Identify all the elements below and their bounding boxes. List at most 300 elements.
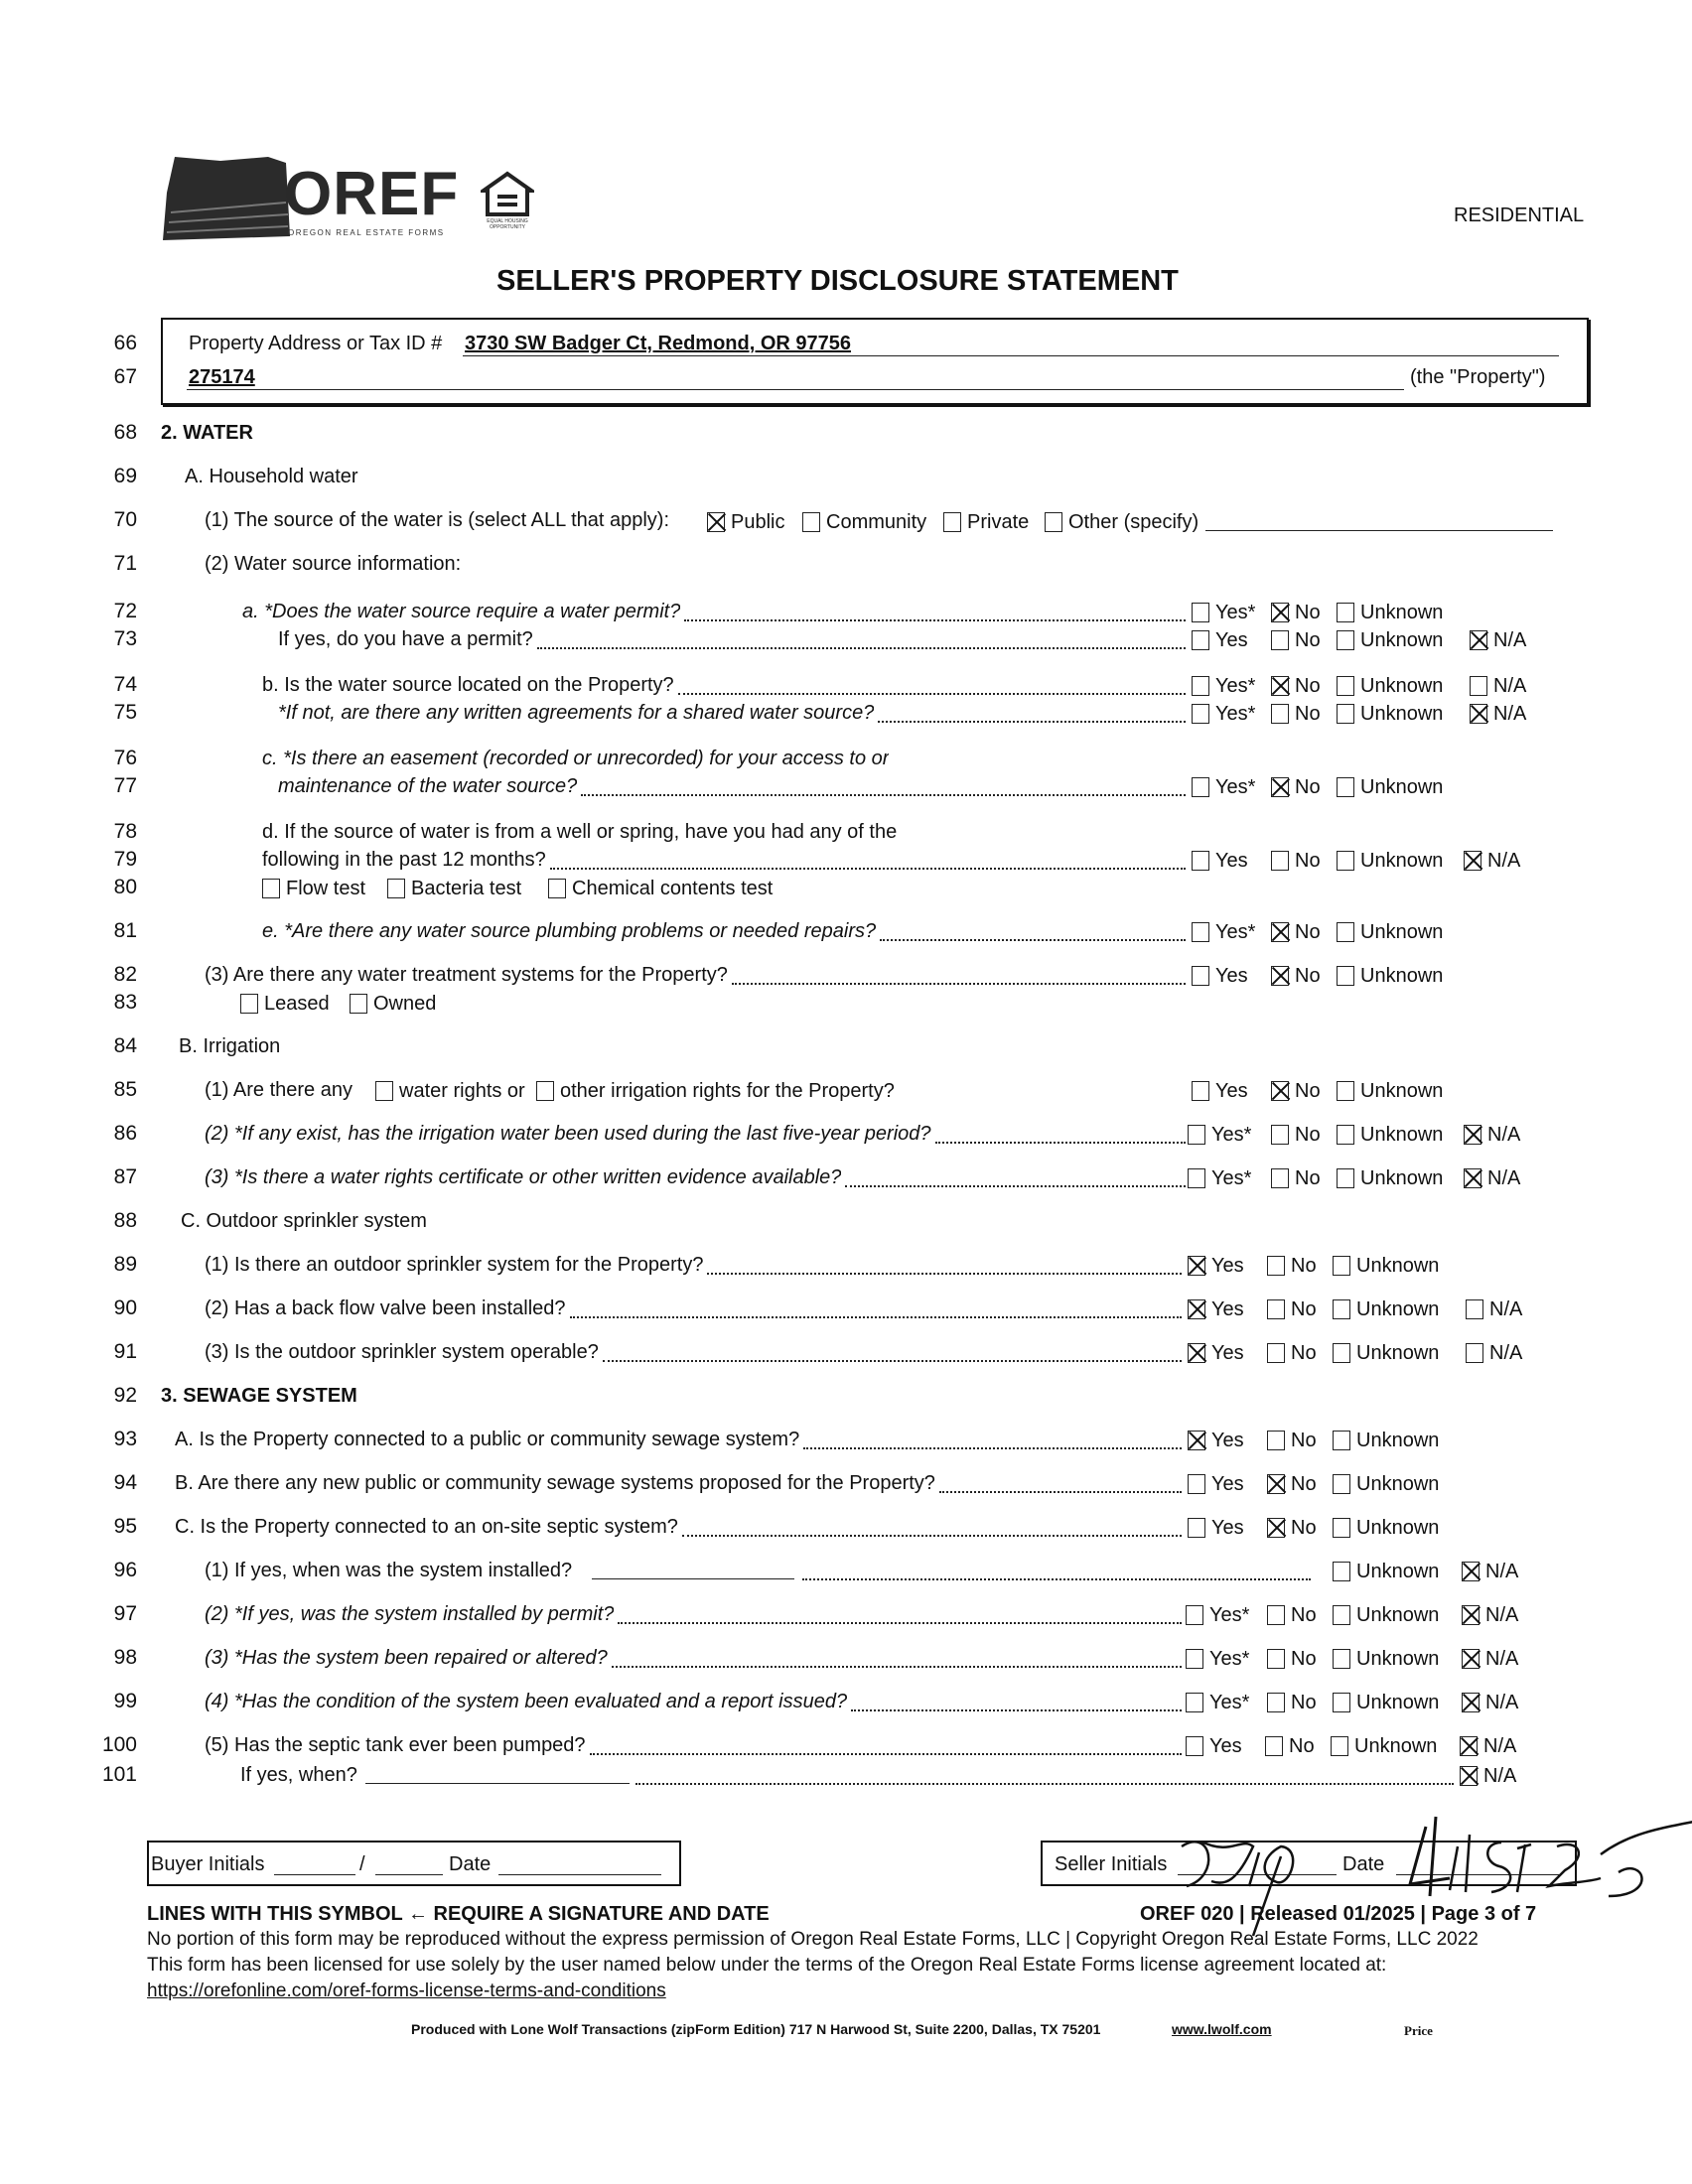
- question-text: C. Outdoor sprinkler system: [181, 1210, 427, 1232]
- form-category: RESIDENTIAL: [1454, 205, 1585, 226]
- question-text: (1) The source of the water is (select ALL that apply):: [205, 509, 670, 531]
- l81-yes-option[interactable]: [1192, 920, 1255, 944]
- bacteria-test-option[interactable]: [387, 877, 521, 900]
- line-number: 97: [113, 1602, 137, 1625]
- option-label: No: [1295, 776, 1321, 798]
- option-label: other irrigation rights for the Property?: [560, 1080, 895, 1102]
- checkbox[interactable]: [1462, 1562, 1480, 1581]
- option-label: No: [1295, 1167, 1321, 1189]
- question-text: (1) If yes, when was the system installed?: [205, 1560, 573, 1581]
- line-number: 98: [113, 1646, 137, 1669]
- checkbox[interactable]: [1337, 676, 1354, 696]
- checkbox[interactable]: [1186, 1649, 1203, 1669]
- l75-na-option[interactable]: [1470, 702, 1526, 726]
- question-text: a. *Does the water source require a water permit?: [242, 601, 681, 622]
- checkbox[interactable]: [1192, 922, 1209, 942]
- checkbox[interactable]: [1470, 630, 1487, 650]
- checkbox[interactable]: [1271, 1125, 1289, 1145]
- option-label: Yes*: [1209, 1648, 1250, 1670]
- produced-with: Produced with Lone Wolf Transactions (zipForm Edition) 717 N Harwood St, Suite 2200, Dallas, TX 75201: [411, 2021, 1101, 2037]
- checkbox[interactable]: [1464, 1168, 1481, 1188]
- checkbox[interactable]: [1267, 1343, 1285, 1363]
- checkbox[interactable]: [1192, 704, 1209, 724]
- checkbox[interactable]: [1192, 603, 1209, 622]
- checkbox[interactable]: [1267, 1693, 1285, 1712]
- line-number: 71: [113, 552, 137, 575]
- line-number: 95: [113, 1515, 137, 1538]
- checkbox[interactable]: [1337, 851, 1354, 871]
- l85-no-option[interactable]: [1271, 1079, 1321, 1103]
- checkbox[interactable]: [1192, 1081, 1209, 1101]
- option-label: No: [1291, 1255, 1317, 1277]
- checkbox[interactable]: [1271, 676, 1289, 696]
- option-label: No: [1291, 1430, 1317, 1451]
- checkbox[interactable]: [1333, 1343, 1350, 1363]
- checkbox[interactable]: [1265, 1736, 1283, 1756]
- l85-unknown-option[interactable]: [1337, 1079, 1443, 1103]
- option-label: N/A: [1493, 703, 1527, 725]
- leader-dots: [590, 1751, 1182, 1755]
- l74-yes-option[interactable]: [1192, 674, 1255, 698]
- l96-na-option[interactable]: [1462, 1560, 1518, 1583]
- option-label: N/A: [1487, 850, 1521, 872]
- line-number: 101: [101, 1763, 137, 1786]
- l86-na-option[interactable]: [1464, 1123, 1520, 1147]
- water-rights-option[interactable]: [375, 1079, 525, 1103]
- checkbox[interactable]: [1267, 1649, 1285, 1669]
- l86-unknown-option[interactable]: [1337, 1123, 1443, 1147]
- form-id: OREF 020 | Released 01/2025 | Page 3 of 7: [1140, 1903, 1537, 1925]
- checkbox[interactable]: [1337, 777, 1354, 797]
- line-number: 74: [113, 673, 137, 696]
- question-text: maintenance of the water source?: [278, 775, 578, 797]
- l79-no-option[interactable]: [1271, 849, 1321, 873]
- l91-unknown-option[interactable]: [1333, 1341, 1439, 1365]
- checkbox[interactable]: [1271, 966, 1289, 986]
- l97-na-option[interactable]: [1462, 1603, 1518, 1627]
- checkbox[interactable]: [1333, 1299, 1350, 1319]
- l96-unknown-option[interactable]: [1333, 1560, 1439, 1583]
- l81-no-option[interactable]: [1271, 920, 1321, 944]
- l87-yes-option[interactable]: [1188, 1166, 1251, 1190]
- option-label: N/A: [1485, 1692, 1519, 1713]
- option-label: Yes: [1215, 850, 1248, 872]
- buyer-initials-slash: /: [359, 1853, 365, 1875]
- license-link[interactable]: https://orefonline.com/oref-forms-license-terms-and-conditions: [147, 1980, 666, 2001]
- l93-no-option[interactable]: [1267, 1429, 1317, 1452]
- checkbox[interactable]: [1337, 704, 1354, 724]
- option-label: Unknown: [1360, 1080, 1444, 1102]
- line-number: 73: [113, 627, 137, 650]
- leader-dots: [618, 1620, 1182, 1624]
- l90-no-option[interactable]: [1267, 1297, 1317, 1321]
- l72-no-option[interactable]: [1271, 601, 1321, 624]
- checkbox[interactable]: [1188, 1168, 1205, 1188]
- l87-na-option[interactable]: [1464, 1166, 1520, 1190]
- question-text: (1) Are there any: [205, 1079, 352, 1101]
- checkbox[interactable]: [387, 879, 405, 898]
- l87-unknown-option[interactable]: [1337, 1166, 1443, 1190]
- l90-na-option[interactable]: [1466, 1297, 1522, 1321]
- question-text: (1) Is there an outdoor sprinkler system for the Property?: [205, 1254, 704, 1276]
- option-label: Unknown: [1356, 1517, 1440, 1539]
- option-label: No: [1291, 1473, 1317, 1495]
- l73-no-option[interactable]: [1271, 628, 1321, 652]
- checkbox[interactable]: [262, 879, 280, 898]
- checkbox[interactable]: [1337, 1081, 1354, 1101]
- l94-unknown-option[interactable]: [1333, 1472, 1439, 1496]
- l95-no-option[interactable]: [1267, 1516, 1317, 1540]
- option-label: Bacteria test: [411, 878, 522, 899]
- line-number: 72: [113, 600, 137, 622]
- l94-yes-option[interactable]: [1188, 1472, 1244, 1496]
- checkbox[interactable]: [1333, 1256, 1350, 1276]
- option-label: water rights or: [399, 1080, 525, 1102]
- line-number: 88: [113, 1209, 137, 1232]
- checkbox[interactable]: [1462, 1605, 1480, 1625]
- l99-yes-option[interactable]: [1186, 1691, 1249, 1714]
- option-label: No: [1291, 1342, 1317, 1364]
- leader-dots: [682, 1533, 1182, 1537]
- buyer-date-label: Date: [449, 1853, 492, 1875]
- l77-no-option[interactable]: [1271, 775, 1321, 799]
- option-label: Yes*: [1215, 776, 1256, 798]
- leader-dots: [581, 792, 1186, 796]
- leader-dots: [802, 1576, 1311, 1580]
- fill-in-field[interactable]: [365, 1783, 630, 1784]
- l91-yes-option[interactable]: [1188, 1341, 1244, 1365]
- checkbox[interactable]: [1337, 630, 1354, 650]
- l100-no-option[interactable]: [1265, 1734, 1315, 1758]
- line-number: 80: [113, 876, 137, 898]
- eho-text: EQUAL HOUSING OPPORTUNITY: [487, 218, 528, 230]
- l73-na-option[interactable]: [1470, 628, 1526, 652]
- checkbox[interactable]: [1333, 1562, 1350, 1581]
- l98-no-option[interactable]: [1267, 1647, 1317, 1671]
- l85-yes-option[interactable]: [1192, 1079, 1248, 1103]
- l79-unknown-option[interactable]: [1337, 849, 1443, 873]
- fill-in-field[interactable]: [1205, 530, 1553, 531]
- option-label: No: [1291, 1298, 1317, 1320]
- option-label: Unknown: [1360, 850, 1444, 872]
- l81-unknown-option[interactable]: [1337, 920, 1443, 944]
- option-label: Unknown: [1356, 1298, 1440, 1320]
- checkbox[interactable]: [1333, 1693, 1350, 1712]
- checkbox[interactable]: [1192, 851, 1209, 871]
- option-label: No: [1295, 921, 1321, 943]
- checkbox[interactable]: [1470, 676, 1487, 696]
- l89-no-option[interactable]: [1267, 1254, 1317, 1278]
- checkbox[interactable]: [1045, 512, 1062, 532]
- option-label: Owned: [373, 993, 437, 1015]
- l99-no-option[interactable]: [1267, 1691, 1317, 1714]
- checkbox[interactable]: [1271, 603, 1289, 622]
- checkbox[interactable]: [943, 512, 961, 532]
- buyer-initials-field-2[interactable]: [375, 1874, 443, 1875]
- l79-yes-option[interactable]: [1192, 849, 1248, 873]
- checkbox[interactable]: [1192, 966, 1209, 986]
- checkbox[interactable]: [1337, 1168, 1354, 1188]
- l75-yes-option[interactable]: [1192, 702, 1255, 726]
- option-label: No: [1295, 1080, 1321, 1102]
- checkbox[interactable]: [350, 994, 367, 1014]
- buyer-initials-field[interactable]: [274, 1874, 355, 1875]
- option-label: Unknown: [1354, 1735, 1438, 1757]
- l74-no-option[interactable]: [1271, 674, 1321, 698]
- option-label: No: [1295, 850, 1321, 872]
- l101-na-option[interactable]: [1460, 1764, 1516, 1788]
- checkbox[interactable]: [1271, 851, 1289, 871]
- water-community-option[interactable]: [802, 510, 926, 534]
- l97-yes-option[interactable]: [1186, 1603, 1249, 1627]
- checkbox[interactable]: [802, 512, 820, 532]
- l82-no-option[interactable]: [1271, 964, 1321, 988]
- copyright-text: No portion of this form may be reproduced without the express permission of Oregon Real Estate Forms, LLC | Copyright Oregon Real Estate Forms, LLC 2022: [147, 1929, 1479, 1950]
- l99-unknown-option[interactable]: [1333, 1691, 1439, 1714]
- leader-dots: [550, 866, 1186, 870]
- oref-logo: [161, 149, 558, 248]
- owned-option[interactable]: [350, 992, 436, 1016]
- option-label: No: [1291, 1648, 1317, 1670]
- option-label: Unknown: [1360, 776, 1444, 798]
- l73-unknown-option[interactable]: [1337, 628, 1443, 652]
- line-number: 100: [101, 1733, 137, 1756]
- license-text: This form has been licensed for use solely by the user named below under the terms of the Oregon Real Estate Forms license agreement located at:: [147, 1955, 1387, 1976]
- checkbox[interactable]: [1192, 630, 1209, 650]
- l87-no-option[interactable]: [1271, 1166, 1321, 1190]
- l75-no-option[interactable]: [1271, 702, 1321, 726]
- l90-yes-option[interactable]: [1188, 1297, 1244, 1321]
- checkbox[interactable]: [1333, 1649, 1350, 1669]
- l93-unknown-option[interactable]: [1333, 1429, 1439, 1452]
- logo-text: OREF: [284, 160, 460, 228]
- checkbox[interactable]: [1192, 777, 1209, 797]
- leader-dots: [635, 1781, 1454, 1785]
- checkbox[interactable]: [1337, 922, 1354, 942]
- option-label: Yes: [1215, 629, 1248, 651]
- question-text: A. Household water: [185, 466, 358, 487]
- l77-yes-option[interactable]: [1192, 775, 1255, 799]
- checkbox[interactable]: [1267, 1299, 1285, 1319]
- l74-unknown-option[interactable]: [1337, 674, 1443, 698]
- checkbox[interactable]: [1188, 1518, 1205, 1538]
- checkbox[interactable]: [1188, 1343, 1205, 1363]
- line-number: 99: [113, 1690, 137, 1712]
- fill-in-field[interactable]: [592, 1578, 794, 1579]
- checkbox[interactable]: [1333, 1605, 1350, 1625]
- chemical-test-option[interactable]: [548, 877, 773, 900]
- l95-unknown-option[interactable]: [1333, 1516, 1439, 1540]
- checkbox[interactable]: [1267, 1474, 1285, 1494]
- l72-unknown-option[interactable]: [1337, 601, 1443, 624]
- checkbox[interactable]: [1337, 966, 1354, 986]
- l98-yes-option[interactable]: [1186, 1647, 1249, 1671]
- option-label: No: [1295, 629, 1321, 651]
- property-label: Property Address or Tax ID #: [189, 333, 443, 354]
- checkbox[interactable]: [1466, 1299, 1483, 1319]
- checkbox[interactable]: [1188, 1125, 1205, 1145]
- checkbox[interactable]: [1470, 704, 1487, 724]
- checkbox[interactable]: [1186, 1605, 1203, 1625]
- l74-na-option[interactable]: [1470, 674, 1526, 698]
- question-text: If yes, when?: [240, 1764, 357, 1786]
- option-label: No: [1295, 675, 1321, 697]
- other-irrigation-option[interactable]: [536, 1079, 895, 1103]
- option-label: Unknown: [1356, 1255, 1440, 1277]
- checkbox[interactable]: [1188, 1431, 1205, 1450]
- option-label: Yes: [1211, 1473, 1244, 1495]
- option-label: N/A: [1485, 1561, 1519, 1582]
- line-number: 77: [113, 774, 137, 797]
- checkbox[interactable]: [1271, 1168, 1289, 1188]
- option-label: Leased: [264, 993, 330, 1015]
- option-label: Unknown: [1360, 602, 1444, 623]
- leader-dots: [935, 1140, 1186, 1144]
- l95-yes-option[interactable]: [1188, 1516, 1244, 1540]
- l98-na-option[interactable]: [1462, 1647, 1518, 1671]
- checkbox[interactable]: [1271, 1081, 1289, 1101]
- leader-dots: [570, 1314, 1182, 1318]
- checkbox[interactable]: [1462, 1649, 1480, 1669]
- option-label: Unknown: [1356, 1604, 1440, 1626]
- checkbox[interactable]: [1464, 1125, 1481, 1145]
- l89-unknown-option[interactable]: [1333, 1254, 1439, 1278]
- l79-na-option[interactable]: [1464, 849, 1520, 873]
- option-label: No: [1295, 602, 1321, 623]
- checkbox[interactable]: [1333, 1518, 1350, 1538]
- option-label: No: [1295, 965, 1321, 987]
- option-label: Yes: [1211, 1255, 1244, 1277]
- question-text: (2) Water source information:: [205, 553, 462, 575]
- option-label: Private: [967, 511, 1030, 533]
- question-text: (2) *If any exist, has the irrigation water been used during the last five-year period?: [205, 1123, 931, 1145]
- file-name: Price: [1404, 2023, 1433, 2038]
- checkbox[interactable]: [1460, 1736, 1478, 1756]
- l100-yes-option[interactable]: [1186, 1734, 1242, 1758]
- question-text: (3) Is the outdoor sprinkler system operable?: [205, 1341, 599, 1363]
- leader-dots: [878, 719, 1186, 723]
- checkbox[interactable]: [1462, 1693, 1480, 1712]
- oregon-map-icon: [161, 153, 292, 244]
- l82-yes-option[interactable]: [1192, 964, 1248, 988]
- question-text: (4) *Has the condition of the system been evaluated and a report issued?: [205, 1691, 848, 1712]
- l91-na-option[interactable]: [1466, 1341, 1522, 1365]
- option-label: N/A: [1493, 629, 1527, 651]
- seller-initials-label: Seller Initials: [1055, 1853, 1168, 1875]
- l94-no-option[interactable]: [1267, 1472, 1317, 1496]
- checkbox[interactable]: [375, 1081, 393, 1101]
- l91-no-option[interactable]: [1267, 1341, 1317, 1365]
- option-label: Yes*: [1209, 1692, 1250, 1713]
- leader-dots: [939, 1489, 1182, 1493]
- option-label: N/A: [1483, 1735, 1517, 1757]
- l100-unknown-option[interactable]: [1331, 1734, 1437, 1758]
- line-number: 76: [113, 747, 137, 769]
- checkbox[interactable]: [707, 512, 725, 532]
- line-number: 92: [113, 1384, 137, 1407]
- buyer-date-field[interactable]: [498, 1874, 661, 1875]
- leader-dots: [537, 645, 1186, 649]
- checkbox[interactable]: [1337, 1125, 1354, 1145]
- l99-na-option[interactable]: [1462, 1691, 1518, 1714]
- option-label: Yes*: [1211, 1167, 1252, 1189]
- l75-unknown-option[interactable]: [1337, 702, 1443, 726]
- checkbox[interactable]: [1267, 1518, 1285, 1538]
- line-number: 78: [113, 820, 137, 843]
- l97-unknown-option[interactable]: [1333, 1603, 1439, 1627]
- checkbox[interactable]: [1337, 603, 1354, 622]
- l86-yes-option[interactable]: [1188, 1123, 1251, 1147]
- option-label: Unknown: [1360, 1124, 1444, 1146]
- question-text: (2) Has a back flow valve been installed?: [205, 1297, 566, 1319]
- option-label: Yes: [1211, 1517, 1244, 1539]
- checkbox[interactable]: [1466, 1343, 1483, 1363]
- checkbox[interactable]: [1271, 922, 1289, 942]
- checkbox[interactable]: [1267, 1431, 1285, 1450]
- checkbox[interactable]: [1186, 1736, 1203, 1756]
- l73-yes-option[interactable]: [1192, 628, 1248, 652]
- option-label: Yes: [1209, 1735, 1242, 1757]
- l82-unknown-option[interactable]: [1337, 964, 1443, 988]
- checkbox[interactable]: [1271, 777, 1289, 797]
- option-label: N/A: [1487, 1124, 1521, 1146]
- line-number: 85: [113, 1078, 137, 1101]
- checkbox[interactable]: [1333, 1474, 1350, 1494]
- leased-option[interactable]: [240, 992, 330, 1016]
- checkbox[interactable]: [1188, 1256, 1205, 1276]
- l72-yes-option[interactable]: [1192, 601, 1255, 624]
- checkbox[interactable]: [1331, 1736, 1348, 1756]
- water-public-option[interactable]: [707, 510, 784, 534]
- checkbox[interactable]: [1192, 676, 1209, 696]
- checkbox[interactable]: [536, 1081, 554, 1101]
- checkbox[interactable]: [1188, 1299, 1205, 1319]
- line-number: 84: [113, 1034, 137, 1057]
- l89-yes-option[interactable]: [1188, 1254, 1244, 1278]
- option-label: N/A: [1489, 1298, 1523, 1320]
- checkbox[interactable]: [1267, 1256, 1285, 1276]
- checkbox[interactable]: [1271, 704, 1289, 724]
- checkbox[interactable]: [1186, 1693, 1203, 1712]
- checkbox[interactable]: [1267, 1605, 1285, 1625]
- lwolf-link[interactable]: www.lwolf.com: [1172, 2021, 1272, 2037]
- option-label: Unknown: [1356, 1473, 1440, 1495]
- l86-no-option[interactable]: [1271, 1123, 1321, 1147]
- l90-unknown-option[interactable]: [1333, 1297, 1439, 1321]
- option-label: Yes*: [1215, 602, 1256, 623]
- checkbox[interactable]: [1188, 1474, 1205, 1494]
- option-label: Yes*: [1209, 1604, 1250, 1626]
- checkbox[interactable]: [548, 879, 566, 898]
- l98-unknown-option[interactable]: [1333, 1647, 1439, 1671]
- l93-yes-option[interactable]: [1188, 1429, 1244, 1452]
- l97-no-option[interactable]: [1267, 1603, 1317, 1627]
- l77-unknown-option[interactable]: [1337, 775, 1443, 799]
- checkbox[interactable]: [1460, 1766, 1478, 1786]
- checkbox[interactable]: [1333, 1431, 1350, 1450]
- water-private-option[interactable]: [943, 510, 1029, 534]
- l100-na-option[interactable]: [1460, 1734, 1516, 1758]
- checkbox[interactable]: [240, 994, 258, 1014]
- water-other-option[interactable]: [1045, 510, 1198, 534]
- option-label: Unknown: [1356, 1648, 1440, 1670]
- checkbox[interactable]: [1271, 630, 1289, 650]
- option-label: N/A: [1485, 1648, 1519, 1670]
- option-label: No: [1295, 1124, 1321, 1146]
- checkbox[interactable]: [1464, 851, 1481, 871]
- logo-subtext: OREGON REAL ESTATE FORMS: [288, 228, 445, 237]
- flow-test-option[interactable]: [262, 877, 365, 900]
